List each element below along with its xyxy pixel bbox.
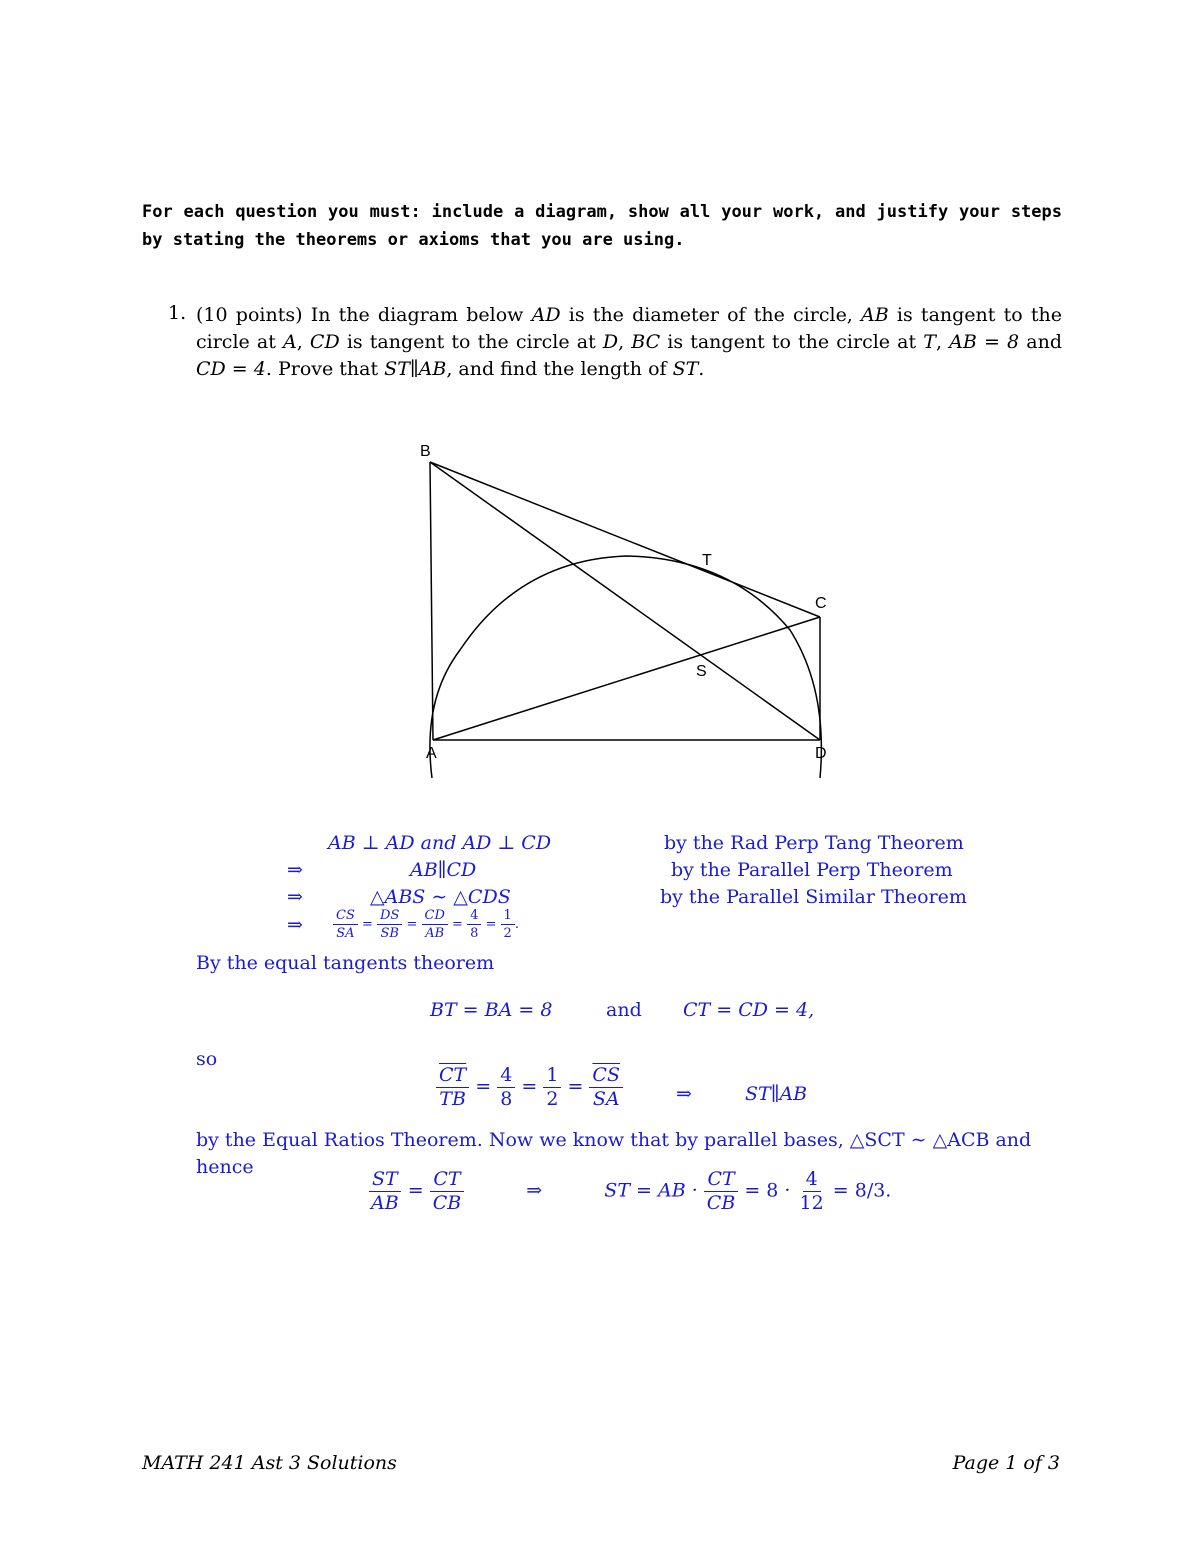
- ratio-equation-2: $\frac{CT}{TB}$ = $\frac{4}{8}$ = $\frac{1}{2}$ = $\frac{CS}{SA}$: [436, 1066, 623, 1109]
- segment-AB: [430, 462, 433, 740]
- label-T: T: [702, 552, 712, 569]
- step-4-arrow: ⇒: [287, 914, 303, 936]
- and-word: and: [606, 999, 642, 1021]
- equal-tangents-text: By the equal tangents theorem: [196, 952, 495, 974]
- bt-equation: BT = BA = 8: [430, 999, 553, 1021]
- equal-ratios-text: by the Equal Ratios Theorem. Now we know that by parallel bases, △SCT ∼ △ACB and hence: [196, 1129, 1032, 1178]
- instructions: For each question you must: include a diagram, show all your work, and justify your steps by stating the theorems or axioms that you are using.: [142, 202, 1062, 250]
- question-points: (10 points): [196, 304, 303, 326]
- implies-arrow-2: ⇒: [676, 1083, 692, 1105]
- footer-page-number: Page 1 of 3: [952, 1452, 1060, 1474]
- segment-AC: [433, 617, 820, 740]
- label-S: S: [696, 663, 707, 680]
- step-3-statement: △ABS ∼ △CDS: [370, 886, 511, 908]
- final-equation: $\frac{ST}{AB}$ = $\frac{CT}{CB}$ ⇒ ST = AB · $\frac{CT}{CB}$ = 8 · $\frac{4}{12}$ = 8/3.: [368, 1170, 891, 1213]
- step-3-reason: by the Parallel Similar Theorem: [660, 886, 967, 908]
- step-1-statement: AB ⊥ AD and AD ⊥ CD: [328, 832, 552, 854]
- question-text: (10 points) In the diagram below AD is the diameter of the circle, AB is tangent to the circle at A, CD is tangent to the circle at D, BC is tangent to the circle at T, AB = 8 and CD = 4. Prove that ST∥AB, and find the length of ST.: [196, 304, 1062, 380]
- step-2-reason: by the Parallel Perp Theorem: [671, 859, 953, 881]
- step-2-arrow: ⇒: [287, 859, 303, 881]
- step-1-reason: by the Rad Perp Tang Theorem: [664, 832, 964, 854]
- ct-equation: CT = CD = 4,: [683, 999, 815, 1021]
- label-A: A: [426, 745, 437, 762]
- footer-course: MATH 241 Ast 3 Solutions: [142, 1452, 397, 1474]
- ratio-chain: $\frac{CS}{SA}$ = $\frac{DS}{SB}$ = $\frac{CD}{AB}$ = $\frac{4}{8}$ = $\frac{1}{2}$ .: [333, 909, 519, 940]
- question-number: 1.: [168, 302, 187, 324]
- step-2-statement: AB∥CD: [410, 859, 477, 881]
- semicircle-arc: [430, 556, 821, 778]
- parallel-result: ST∥AB: [745, 1083, 808, 1105]
- step-3-arrow: ⇒: [287, 886, 303, 908]
- label-C: C: [815, 595, 827, 612]
- label-B: B: [420, 443, 431, 460]
- segment-BC: [430, 462, 820, 617]
- label-D: D: [815, 745, 827, 762]
- so-word: so: [196, 1048, 218, 1070]
